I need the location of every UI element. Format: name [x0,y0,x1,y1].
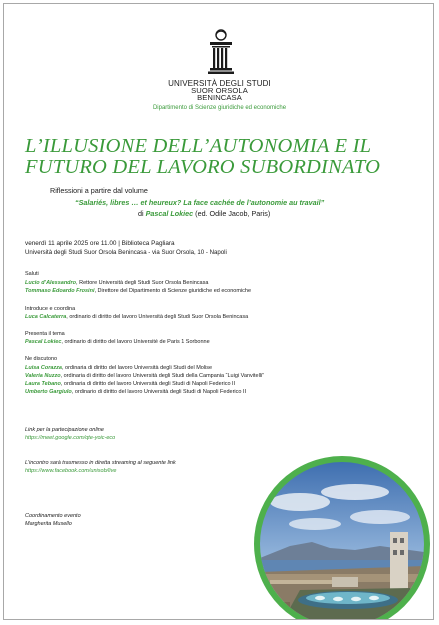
speaker-row [25,365,212,371]
streaming-link[interactable]: https://www.facebook.com/unisob/live [25,468,117,474]
speaker-name: Valeria Nuzzo [25,373,61,379]
university-crest-icon [204,28,238,76]
speaker-role: , Rettore Università degli Studi Suor Orsola Benincasa [76,280,209,286]
logo-suor-orsola-line: SUOR ORSOLA [191,86,248,95]
event-date-line: venerdì 11 aprile 2025 ore 11.00 | Biblioteca Pagliara [25,240,175,247]
online-meeting-link[interactable]: https://meet.google.com/qte-yoic-eco [25,435,116,441]
book-title: “Salariés, libres … et heureux? La face cachée de l’autonomie au travail” [75,198,325,207]
speaker-name: Luca Calcaterra [25,314,67,320]
logo-university-line: UNIVERSITÀ DEGLI STUDI [168,79,271,88]
naples-panorama-photo [260,462,424,620]
speaker-name: Tommaso Edoardo Frosini [25,288,95,294]
book-author: Pascal Lokiec [145,209,194,218]
speaker-role: , ordinaria di diritto del lavoro Università degli Studi della Campania “Luigi Vanvitelli” [60,373,265,379]
by-text: di [138,209,144,218]
event-title-line-2: FUTURO DEL LAVORO SUBORDINATO [25,156,381,178]
speaker-name: Laura Tebano [25,381,61,387]
speaker-name: Umberto Gargiulo [25,389,72,395]
speaker-row [25,314,248,320]
speaker-name: Luisa Corazza [25,365,62,371]
coordinator-name: Margherita Musello [25,521,72,527]
event-venue: Università degli Studi Suor Orsola Benincasa - via Suor Orsola, 10 - Napoli [25,249,227,256]
speaker-role: , ordinaria di diritto del lavoro Università degli Studi del Molise [61,365,213,371]
presenta-heading: Presenta il tema [25,331,65,337]
speaker-row [25,280,208,286]
speaker-role: , ordinaria di diritto del lavoro Università degli Studi di Napoli Federico II [60,381,236,387]
speaker-role: , ordinario di diritto del lavoro Università degli Studi Suor Orsola Benincasa [66,314,249,320]
speaker-row [25,381,235,387]
discutono-heading: Ne discutono [25,356,58,362]
speaker-role: , ordinario di diritto del lavoro Università degli Studi di Napoli Federico II [71,389,247,395]
speaker-name: Lucio d’Alessandro [25,280,77,286]
online-link-label: Link per la partecipazione online [25,427,104,433]
speaker-row [25,339,210,345]
panorama-illustration [260,462,424,620]
speaker-row [25,389,246,395]
saluti-heading: Saluti [25,271,39,277]
coordination-label: Coordinamento evento [25,513,81,519]
speaker-row [25,288,251,294]
photo-ring [254,456,430,620]
book-publisher: (ed. Odile Jacob, Paris) [195,209,271,218]
book-author-line [138,209,270,218]
introduce-heading: Introduce e coordina [25,306,76,312]
speaker-row [25,373,264,379]
reflections-text: Riflessioni a partire dal volume [50,186,148,195]
speaker-name: Pascal Lokiec [25,339,62,345]
streaming-label: L’incontro sarà trasmesso in diretta streaming al seguente link [25,460,176,466]
department-name: Dipartimento di Scienze giuridiche ed economiche [152,105,287,111]
poster-page [3,3,434,620]
speaker-role: , ordinario di diritto del lavoro Université de Paris 1 Sorbonne [61,339,210,345]
event-title-line-1: L’ILLUSIONE DELL’AUTONOMIA E IL [25,135,372,157]
speaker-role: , Direttore del Dipartimento di Scienze giuridiche ed economiche [94,288,252,294]
logo-benincasa-line: BENINCASA [197,93,242,102]
